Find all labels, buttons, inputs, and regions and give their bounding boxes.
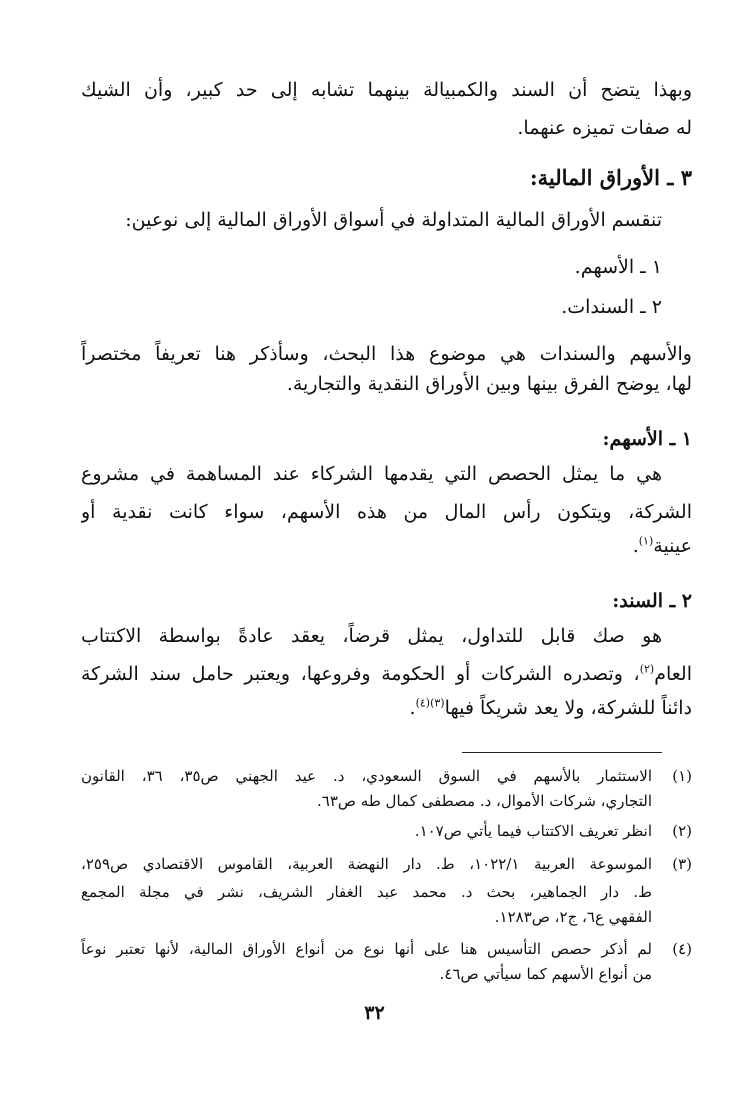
list-item-shares: ١ ـ الأسهم.	[574, 256, 662, 278]
footnote-text: لم أذكر حصص التأسيس هنا على أنها نوع من أنواع الأوراق المالية، لأنها تعتبر نوعاً	[81, 940, 652, 958]
footnote-number: (١)	[672, 767, 692, 785]
bond-word: العام	[654, 663, 692, 685]
footnote-3-continued	[81, 905, 692, 929]
bond-definition-line	[81, 694, 692, 722]
footnote-1	[81, 764, 692, 788]
subheading-bond: ٢ ـ السند:	[612, 590, 692, 612]
footnote-2	[81, 819, 692, 843]
footnote-ref: (١)	[638, 534, 654, 548]
footnote-ref: (٢)	[639, 662, 655, 676]
list-item-bonds: ٢ ـ السندات.	[561, 296, 662, 318]
footnote-number: (٢)	[672, 822, 692, 840]
page-number: ٣٢	[364, 1002, 385, 1024]
intro-line: له صفات تميزه عنهما.	[517, 117, 692, 139]
shares-word: عينية	[653, 535, 692, 557]
subheading-shares: ١ ـ الأسهم:	[602, 428, 692, 450]
footnote-number: (٤)	[672, 940, 692, 958]
footnote-text: الاستثمار بالأسهم في السوق السعودي، د. عيد الجهني ص٣٥، ٣٦، القانون	[81, 767, 652, 785]
footnote-divider	[462, 752, 662, 753]
bond-text: دائناً للشركة، ولا يعد شريكاً فيها	[444, 697, 692, 719]
footnote-text: انظر تعريف الاكتتاب فيما يأتي ص١٠٧.	[414, 822, 652, 840]
footnote-ref: (٣)(٤)	[415, 696, 445, 710]
paragraph-line: والأسهم والسندات هي موضوع هذا البحث، وسأذكر هنا تعريفاً مختصراً	[81, 343, 692, 365]
section-heading-securities: ٣ ـ الأوراق المالية:	[529, 165, 692, 190]
period: .	[409, 697, 416, 719]
footnote-number: (٣)	[672, 855, 692, 873]
section-text: تنقسم الأوراق المالية المتداولة في أسواق الأوراق المالية إلى نوعين:	[125, 209, 662, 231]
intro-line: وبهذا يتضح أن السند والكمبيالة بينهما تشابه إلى حد كبير، وأن الشيك	[81, 79, 692, 101]
shares-definition-line: الشركة، ويتكون رأس المال من هذه الأسهم، سواء كانت نقدية أو	[81, 501, 692, 523]
shares-definition-line: هي ما يمثل الحصص التي يقدمها الشركاء عند المساهمة في مشروع	[81, 463, 662, 485]
footnote-3	[81, 852, 692, 876]
footnote-text: ط. دار الجماهير، بحث د. محمد عبد الغفار الشريف، نشر في مجلة المجمع	[81, 883, 652, 901]
paragraph-line: لها، يوضح الفرق بينها وبين الأوراق النقدية والتجارية.	[286, 373, 692, 395]
footnote-text: من أنواع الأسهم كما سيأتي ص٤٦.	[439, 965, 652, 983]
footnote-text: التجاري، شركات الأموال، د. مصطفى كمال طه ص٦٣.	[317, 792, 652, 810]
period: .	[632, 535, 639, 557]
footnote-text: الفقهي ع٦، ج٢، ص١٢٨٣.	[494, 908, 652, 926]
bond-text: ، وتصدره الشركات أو الحكومة وفروعها، ويعتبر حامل سند الشركة	[81, 663, 640, 685]
footnote-1-continued	[81, 789, 692, 813]
footnote-text: الموسوعة العربية ١٠٢٢/١، ط. دار النهضة العربية، القاموس الاقتصادي ص٢٥٩،	[81, 855, 652, 873]
bond-definition-line: هو صك قابل للتداول، يمثل قرضاً، يعقد عادةً بواسطة الاكتتاب	[81, 625, 662, 647]
bond-definition-line	[81, 660, 692, 688]
footnote-3-continued	[81, 880, 692, 904]
footnote-4	[81, 937, 692, 961]
footnote-4-continued	[81, 962, 692, 986]
shares-definition-line	[81, 532, 692, 560]
